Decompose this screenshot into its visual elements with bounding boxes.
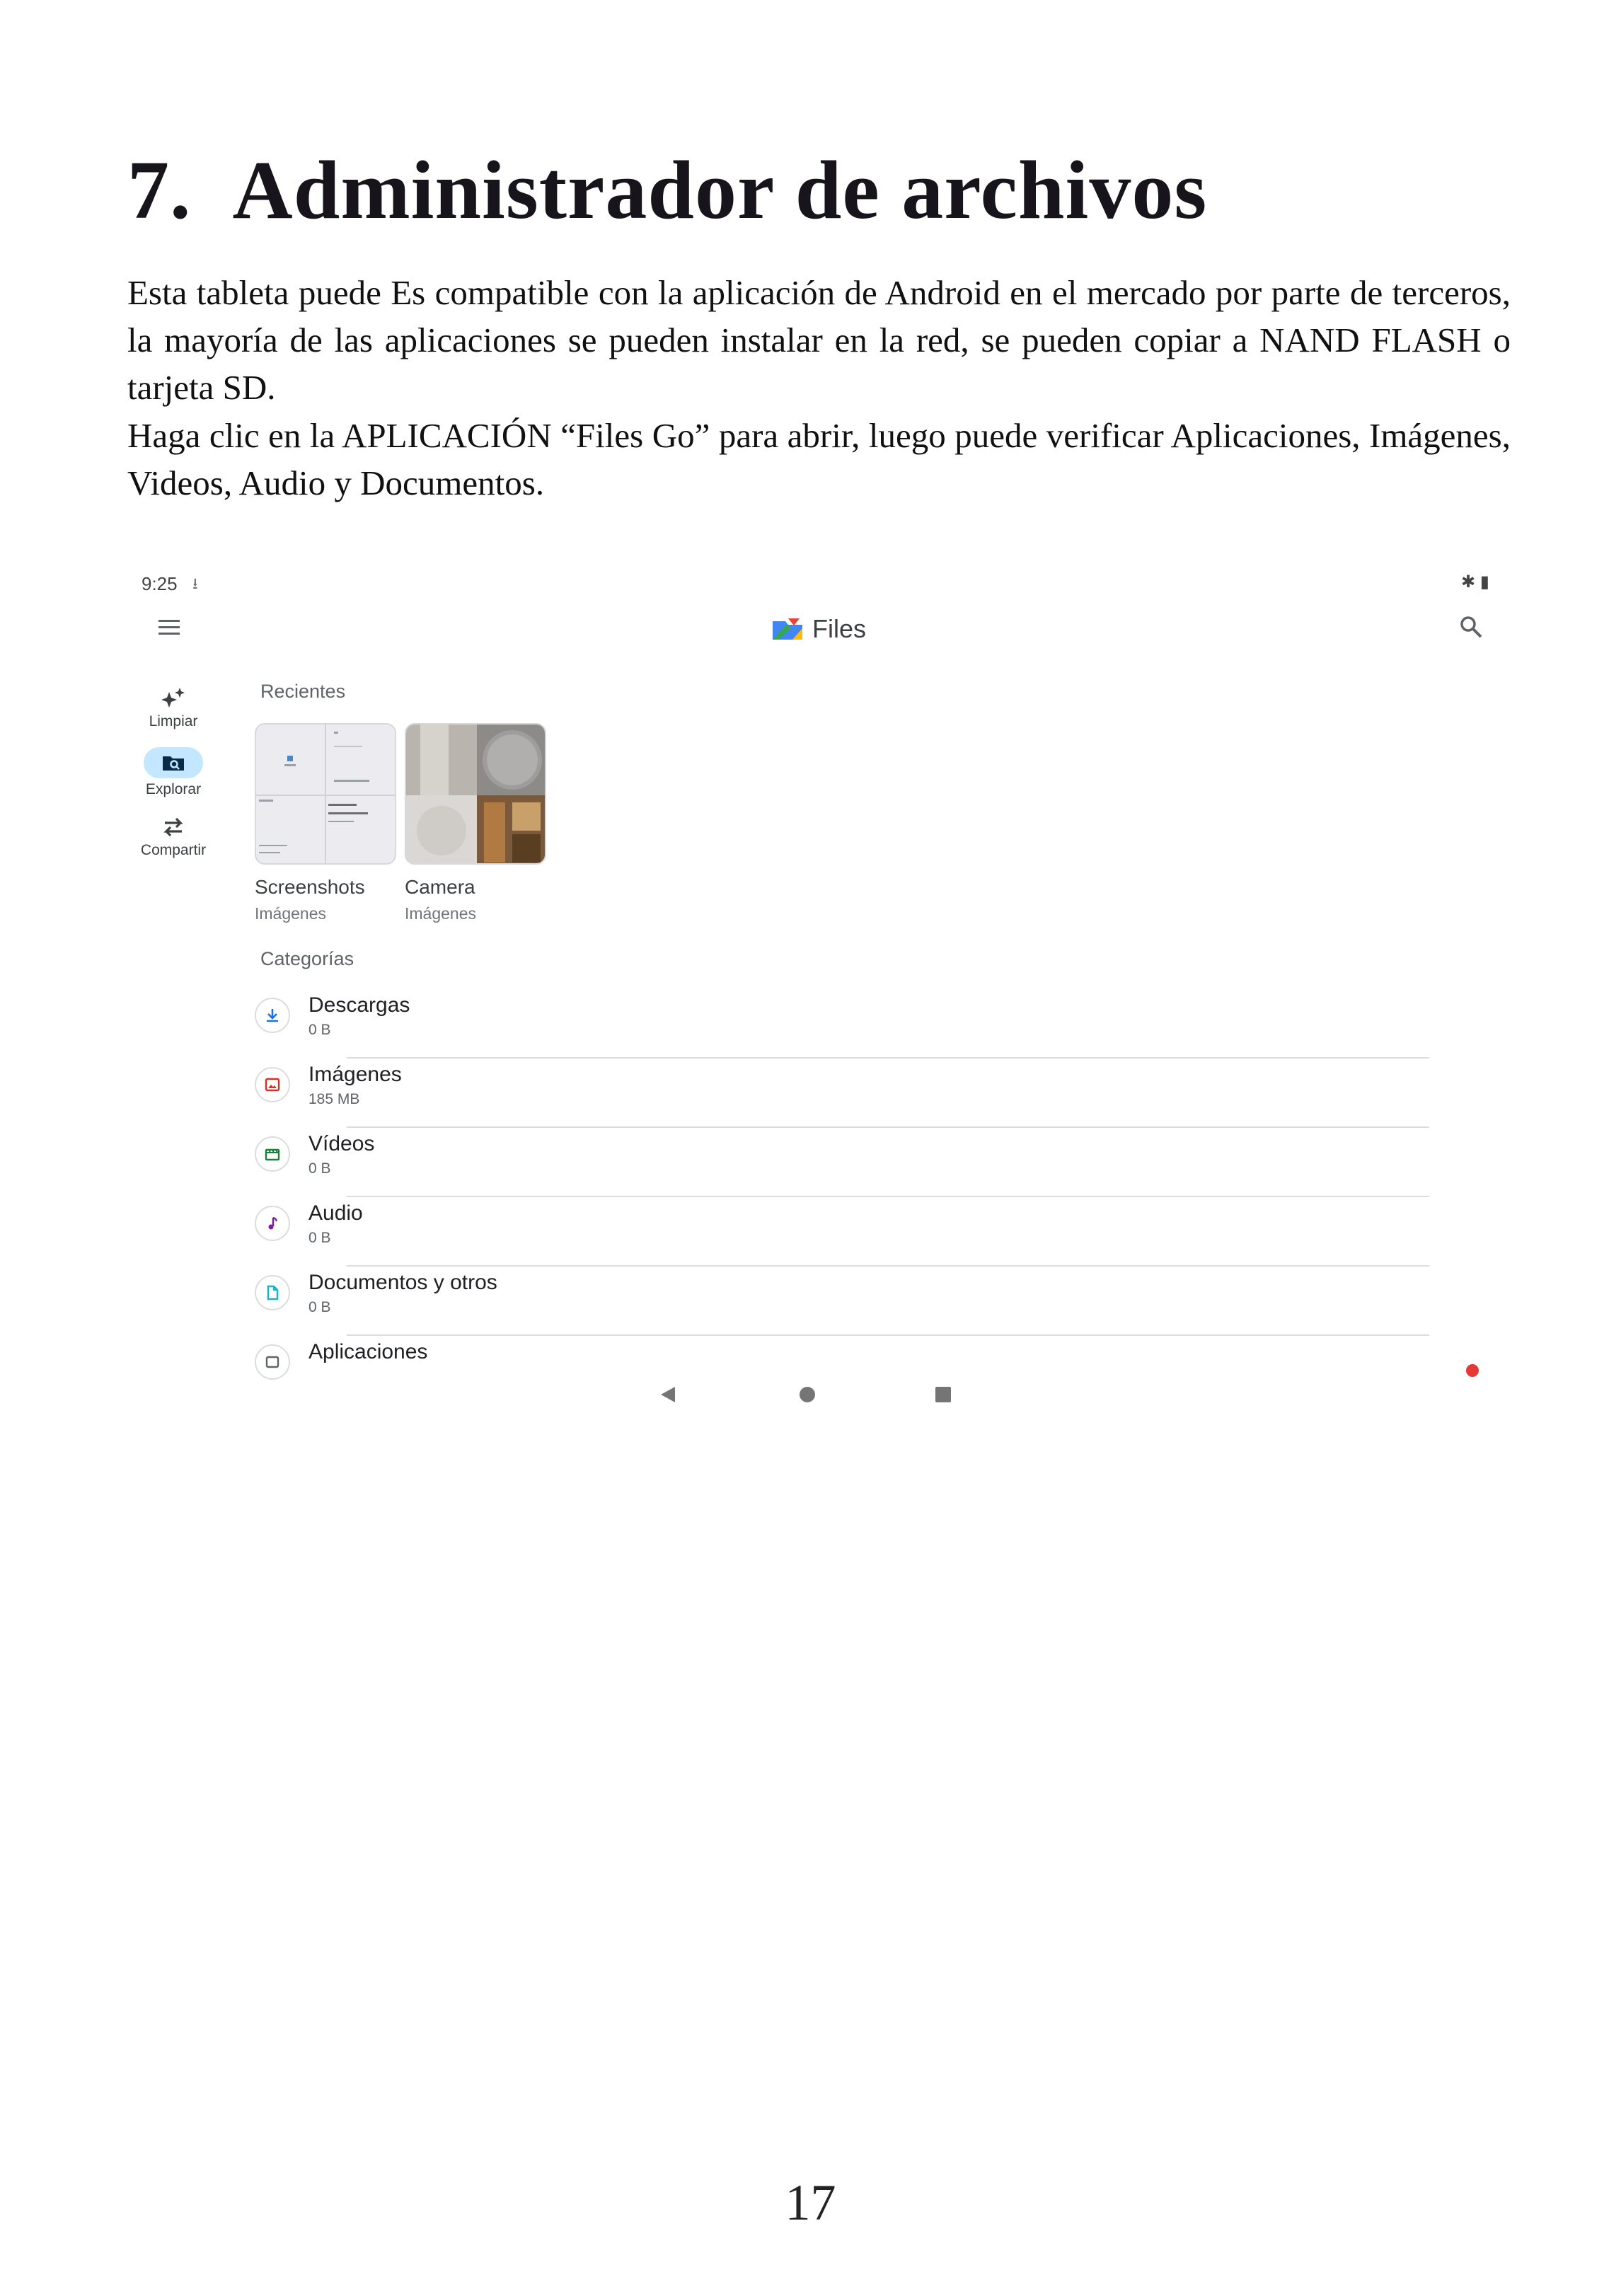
music-note-icon <box>255 1206 290 1241</box>
system-nav-bar <box>127 1381 1511 1408</box>
category-size: 0 B <box>308 1160 331 1177</box>
recent-card-camera[interactable] <box>405 723 546 865</box>
rail-label: Explorar <box>145 781 202 797</box>
rail-item-limpiar[interactable] <box>127 686 219 730</box>
category-row-imagenes[interactable] <box>255 1058 1415 1128</box>
category-name: Aplicaciones <box>308 1340 428 1363</box>
apps-icon <box>255 1344 290 1380</box>
back-icon[interactable] <box>659 1385 676 1404</box>
category-row-documentos[interactable] <box>255 1267 1415 1336</box>
category-size: 185 MB <box>308 1091 360 1107</box>
search-icon[interactable] <box>1458 614 1484 640</box>
home-icon[interactable] <box>800 1387 815 1402</box>
rail-item-compartir[interactable] <box>127 815 219 859</box>
document-icon <box>255 1275 290 1310</box>
rail-item-explorar[interactable] <box>127 747 219 798</box>
screenshots-thumbnail <box>256 725 396 865</box>
recent-apps-icon[interactable] <box>935 1387 951 1402</box>
camera-thumbnail <box>406 725 546 865</box>
download-icon <box>255 998 290 1033</box>
instructions-paragraph: Haga clic en la APLICACIÓN “Files Go” para abrir, luego puede verificar Aplicaciones, Imágenes, Videos, Audio y Documentos. <box>127 416 1511 502</box>
section-heading <box>127 144 1208 236</box>
category-name: Vídeos <box>308 1132 375 1155</box>
category-name: Imágenes <box>308 1063 402 1086</box>
status-time: 9:25 <box>142 573 178 594</box>
category-name: Audio <box>308 1201 363 1225</box>
recent-card-screenshots[interactable] <box>255 723 396 865</box>
category-name: Descargas <box>308 993 410 1017</box>
category-row-videos[interactable] <box>255 1128 1415 1197</box>
recent-subtitle: Imágenes <box>405 904 477 923</box>
categories-section-label: Categorías <box>260 948 354 969</box>
recent-title: Screenshots <box>255 876 365 898</box>
category-size: 0 B <box>308 1299 331 1315</box>
files-logo-icon <box>771 616 804 641</box>
page-number: 17 <box>785 2174 836 2231</box>
sparkle-icon <box>159 686 188 710</box>
category-size: 0 B <box>308 1022 331 1038</box>
swap-arrows-icon <box>159 815 188 839</box>
app-title: Files <box>812 614 867 643</box>
recent-title: Camera <box>405 876 475 898</box>
menu-icon[interactable] <box>157 617 181 638</box>
explore-pill <box>144 747 203 778</box>
category-size: 0 B <box>308 1230 331 1246</box>
rail-label: Compartir <box>140 842 207 858</box>
section-number: 7. <box>127 144 192 236</box>
image-icon <box>255 1067 290 1102</box>
rail-label: Limpiar <box>149 713 198 729</box>
category-name: Documentos y otros <box>308 1271 497 1294</box>
files-app-screenshot <box>127 559 1511 1408</box>
notification-dot <box>1466 1364 1479 1377</box>
intro-paragraph: Esta tableta puede Es compatible con la aplicación de Android en el mercado por parte de terceros, la mayoría de las aplicaciones se pueden instalar en la red, se pueden copiar a NAND FLASH o tarjeta SD. <box>127 273 1511 407</box>
category-row-audio[interactable] <box>255 1197 1415 1267</box>
download-status-icon: ⭳ <box>192 575 198 592</box>
folder-search-icon <box>162 754 185 771</box>
video-icon <box>255 1136 290 1172</box>
recent-subtitle: Imágenes <box>255 904 327 923</box>
bluetooth-battery-icons: ✱ ▮ <box>1461 572 1489 592</box>
section-title: Administrador de archivos <box>232 144 1208 236</box>
recent-section-label: Recientes <box>260 681 346 702</box>
category-row-descargas[interactable] <box>255 989 1415 1058</box>
